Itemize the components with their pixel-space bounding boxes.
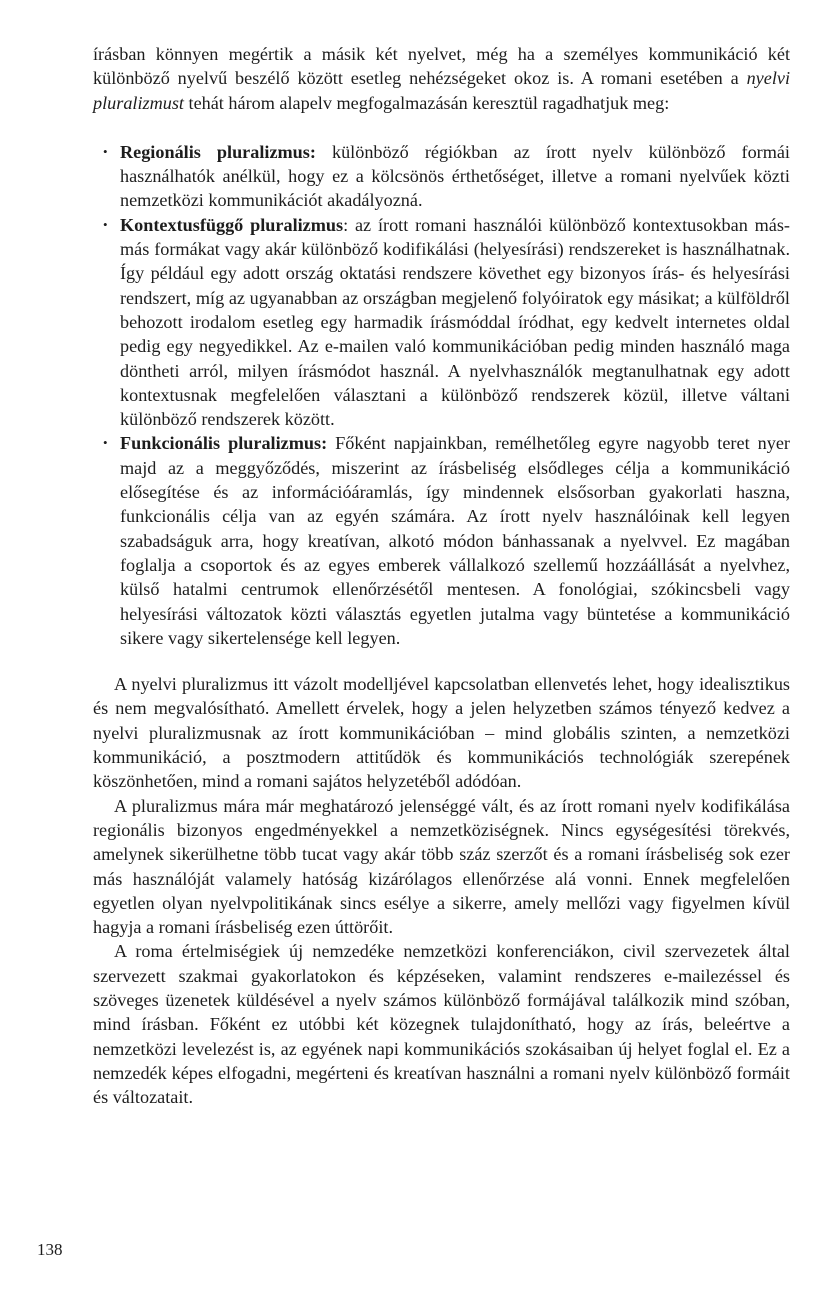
body-text <box>93 42 790 1109</box>
intro-text-before: írásban könnyen megértik a másik két nyelvet, még ha a személyes kommunikáció két különböző nyelvű beszélő között esetleg nehézségeket okoz is. A romani esetében a <box>93 44 790 89</box>
list-item <box>93 213 790 432</box>
bullet-icon: • <box>103 216 108 232</box>
list-item <box>93 431 790 650</box>
bullet-text: Főként napjainkban, remélhetőleg egyre nagyobb teret nyer majd az a meggyőződés, miszerint az írásbeliség elsődleges célja a kommunikáció elősegítése és az információáramlás, így mindennek elsősorban gyakorlati haszna, funkcionális célja van az egyén számára. Az írott nyelv használóinak kell legyen szabadságuk arra, hogy kreatívan, alkotó módon bánhassanak a nyelvvel. Ez magában foglalja a csoportok és az egyes emberek vállalkozó szellemű hozzáállását a nyelvhez, külső hatalmi centrumok ellenőrzésétől mentesen. A fonológiai, szókincsbeli vagy helyesírási változatok közti választás egyetlen jutalma vagy büntetése a kommunikáció sikere vagy sikertelensége kell legyen. <box>120 433 790 648</box>
body-paragraph: A pluralizmus mára már meghatározó jelenséggé vált, és az írott romani nyelv kodifikálása regionális bizonyos engedményekkel a nemzetköziségnek. Nincs egységesítési törekvés, amelynek sikerülhetne több tucat vagy akár több száz szerzőt és a romani írásbeliség sok ezer más használóját valamely hatóság kizárólagos ellenőrzése alá vonni. Ennek megfelelően egyetlen olyan nyelvpolitikának sincs esélye a sikerre, amely mellőzi vagy figyelmen kívül hagyja a romani írásbeliség ezen úttörőit. <box>93 795 790 938</box>
bullet-term: Funkcionális pluralizmus: <box>120 433 328 454</box>
bullet-term: Regionális pluralizmus: <box>120 141 316 162</box>
body-paragraph: A nyelvi pluralizmus itt vázolt modelljével kapcsolatban ellenvetés lehet, hogy idealisztikus és nem megvalósítható. Amellett érvelek, hogy a jelen helyzetben számos tényező kedvez a nyelvi pluralizmusnak az írott kommunikációban – mind globális szinten, a nemzetközi kommunikáció, a posztmodern attitűdök és kommunikációs technológiák szerepének köszönhetően, mind a romani sajátos helyzetéből adódóan. <box>93 674 790 792</box>
intro-text-after: tehát három alapelv megfogalmazásán keresztül ragadhatjuk meg: <box>183 92 670 113</box>
bullet-text: : az írott romani használói különböző kontextusokban más-más formákat vagy akár különböző kodifikálási (helyesírási) rendszereket is használhatnak. Így például egy adott ország oktatási rendszere követhet egy bizonyos írás- és helyesírási rendszert, míg az ugyanabban az országban megjelenő folyóiratok egy másikat; a külföldről behozott irodalom esetleg egy harmadik írásmóddal íródhat, egy kedvelt internetes oldal pedig egy negyedikkel. Az e-mailen való kommunikációban pedig minden használó maga döntheti arról, milyen írásmódot használ. A nyelvhasználók megtanulhatnak egy adott kontextusnak megfelelően választani a különböző rendszerek közül, illetve váltani különböző rendszerek között. <box>120 214 790 430</box>
body-paragraph: A roma értelmiségiek új nemzedéke nemzetközi konferenciákon, civil szervezetek által szervezett szakmai gyakorlatokon és képzéseken, valamint rendszeres e-mailezéssel és szöveges üzenetek küldésével a nyelv számos különböző formájával találkozik mind szóban, mind írásban. Főként ez utóbbi két közegnek tulajdonítható, hogy az írás, beleértve a nemzetközi levelezést is, az egyének napi kommunikációs szokásaiban új helyet foglal el. Ez a nemzedék képes elfogadni, megérteni és kreatívan használni a romani nyelv különböző formáit és változatait. <box>93 941 790 1108</box>
bullet-icon: • <box>103 143 108 159</box>
principles-list <box>93 140 790 650</box>
intro-emphasis: nyelvi pluralizmust <box>93 68 790 113</box>
page-number: 138 <box>37 1240 63 1259</box>
bullet-term: Kontextusfüggő pluralizmus <box>120 214 344 235</box>
intro-paragraph <box>93 42 790 115</box>
bullet-text: különböző régiókban az írott nyelv különböző formái használhatók anélkül, hogy ez a kölcsönös érthetőséget, illetve a romani nyelvűek közti nemzetközi kommunikációt akadályozná. <box>120 141 790 211</box>
list-item <box>93 140 790 213</box>
bullet-icon: • <box>103 435 108 451</box>
